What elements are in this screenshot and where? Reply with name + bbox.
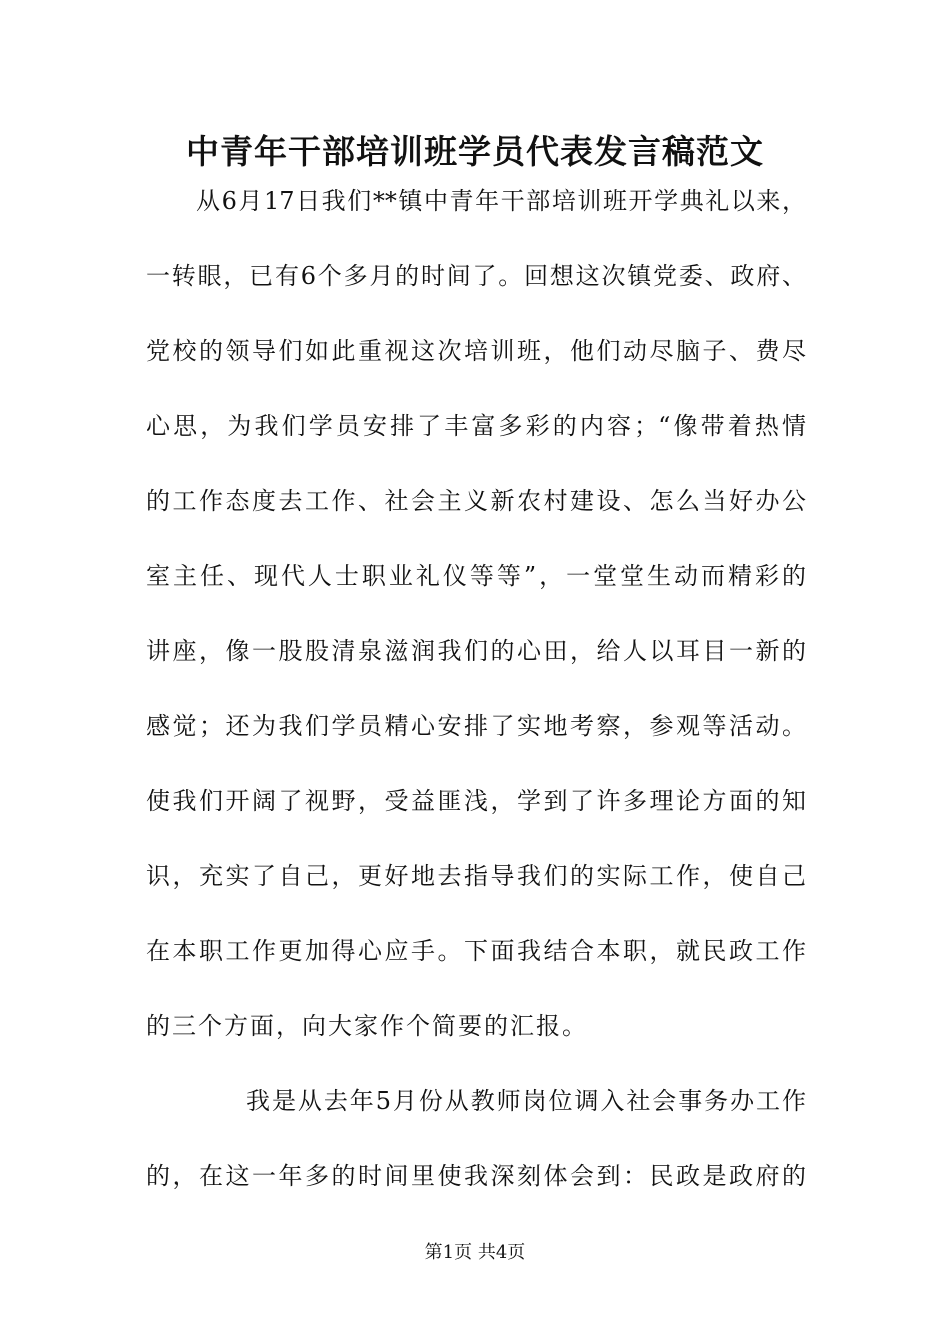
paragraph-line: 识，充实了自己，更好地去指导我们的实际工作，使自己 xyxy=(146,862,806,890)
document-title: 中青年干部培训班学员代表发言稿范文 xyxy=(186,132,764,171)
paragraph-line: 我是从去年5月份从教师岗位调入社会事务办工作 xyxy=(246,1087,806,1115)
paragraph-line: 一转眼，已有6个多月的时间了。回想这次镇党委、政府、 xyxy=(146,262,806,290)
paragraph-line: 从6月17日我们**镇中青年干部培训班开学典礼以来， xyxy=(196,187,806,215)
page-footer: 第1页 共4页 xyxy=(424,1242,526,1263)
paragraph-line: 讲座，像一股股清泉滋润我们的心田，给人以耳目一新的 xyxy=(146,637,806,665)
paragraph-line: 的工作态度去工作、社会主义新农村建设、怎么当好办公 xyxy=(146,487,806,515)
paragraph-line: 党校的领导们如此重视这次培训班，他们动尽脑子、费尽 xyxy=(146,337,806,365)
paragraph-line: 室主任、现代人士职业礼仪等等”，一堂堂生动而精彩的 xyxy=(146,562,806,590)
paragraph-line: 的三个方面，向大家作个简要的汇报。 xyxy=(146,1012,588,1040)
paragraph-line: 感觉；还为我们学员精心安排了实地考察，参观等活动。 xyxy=(146,712,806,740)
paragraph-line: 在本职工作更加得心应手。下面我结合本职，就民政工作 xyxy=(146,937,806,965)
paragraph-line: 使我们开阔了视野，受益匪浅，学到了许多理论方面的知 xyxy=(146,787,806,815)
paragraph-line: 的，在这一年多的时间里使我深刻体会到：民政是政府的 xyxy=(146,1162,806,1190)
paragraph-line: 心思，为我们学员安排了丰富多彩的内容；“像带着热情 xyxy=(146,412,806,440)
